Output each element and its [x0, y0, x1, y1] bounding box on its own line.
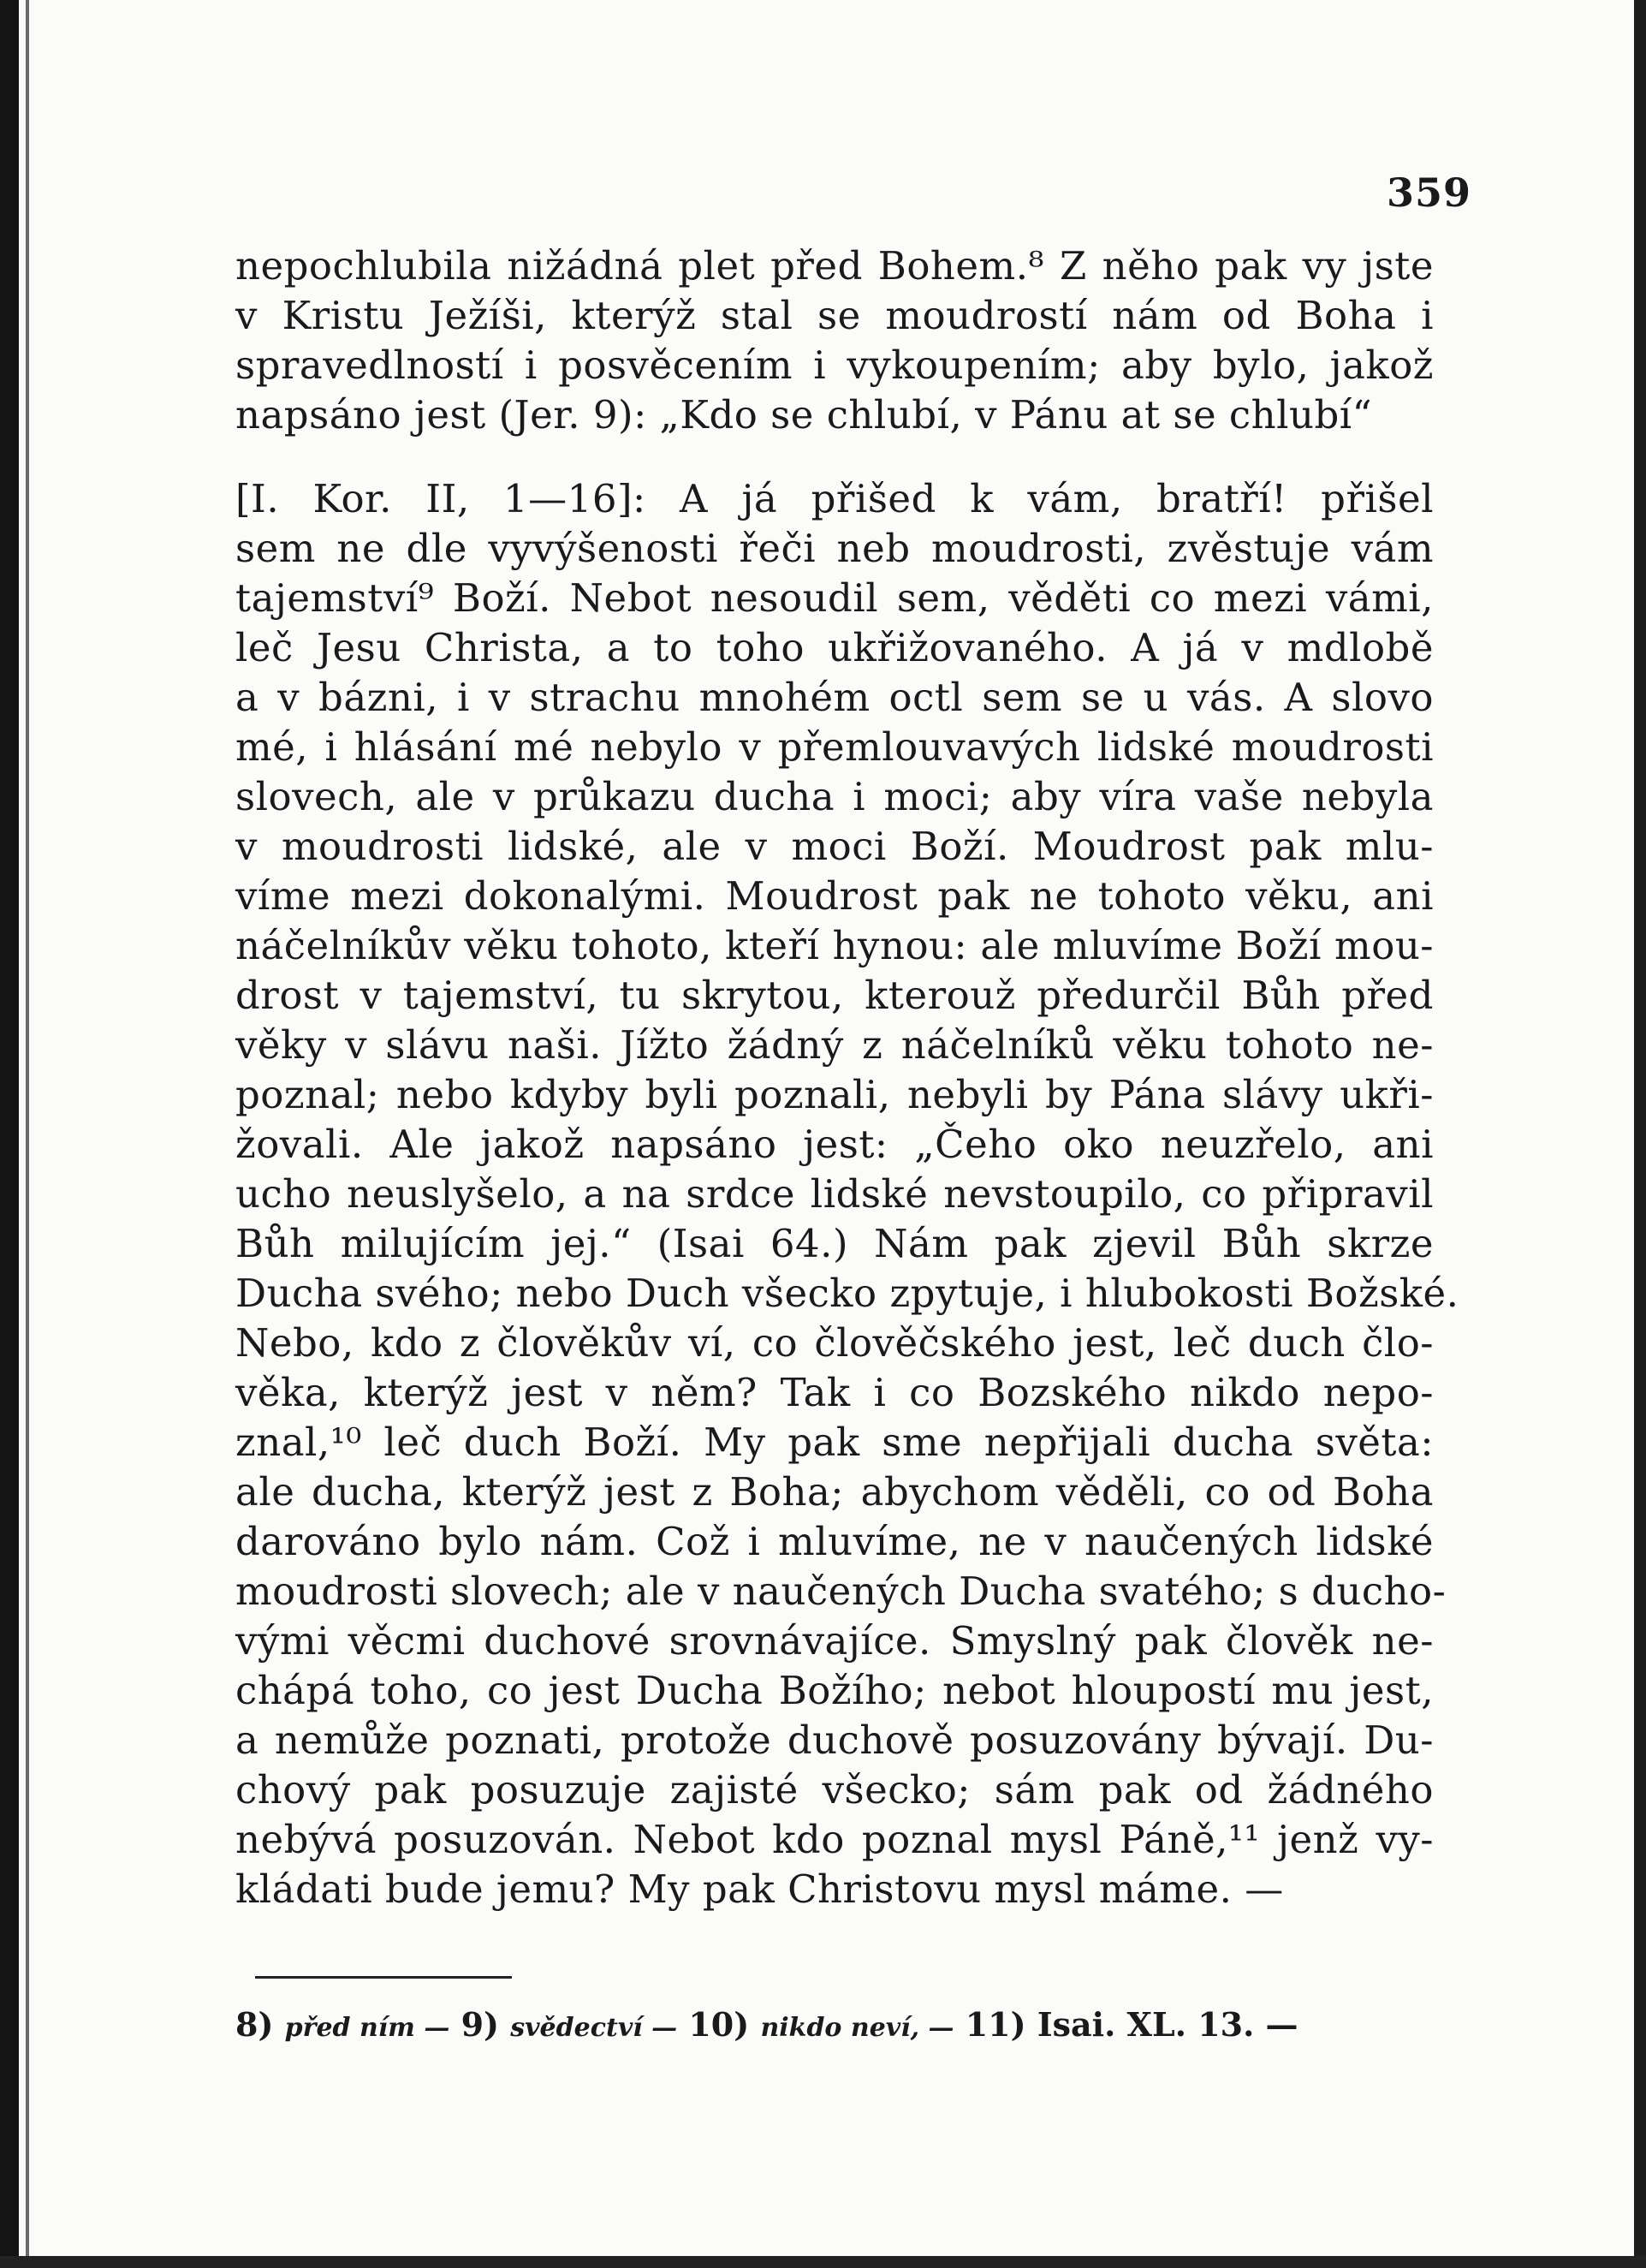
- text-line: vými věcmi duchové srovnávajíce. Smyslný pak člověk ne-: [235, 1618, 1434, 1664]
- text-line: [I. Kor. II, 1—16]: A já přišed k vám, bratří! přišel: [235, 476, 1434, 521]
- text-line: víme mezi dokonalými. Moudrost pak ne tohoto věku, ani: [235, 873, 1434, 919]
- text-line: nepochlubila nižádná plet před Bohem.⁸ Z něho pak vy jste: [235, 243, 1434, 289]
- scan-edge-bottom: [0, 2256, 1646, 2268]
- text-line: žovali. Ale jakož napsáno jest: „Čeho oko neuzřelo, ani: [235, 1122, 1434, 1167]
- text-line: a nemůže poznati, protože duchově posuzovány bývají. Du-: [235, 1717, 1434, 1763]
- text-line: chový pak posuzuje zajisté všecko; sám pak od žádného: [235, 1767, 1434, 1813]
- text-line: nebývá posuzován. Nebot kdo poznal mysl Páně,¹¹ jenž vy-: [235, 1817, 1434, 1862]
- text-line: věky v slávu naši. Jížto žádný z náčelníků věku tohoto ne-: [235, 1022, 1434, 1068]
- text-line: poznal; nebo kdyby byli poznali, nebyli by Pána slávy ukři-: [235, 1072, 1434, 1117]
- text-line: ucho neuslyšelo, a na srdce lidské nevstoupilo, co připravil: [235, 1171, 1434, 1217]
- text-line: náčelníkův věku tohoto, kteří hynou: ale mluvíme Boží mou-: [235, 923, 1434, 968]
- text-line: znal,¹⁰ leč duch Boží. My pak sme nepřijali ducha světa:: [235, 1420, 1434, 1465]
- footnote-text: nikdo neví, —: [760, 2013, 954, 2043]
- footnote-number: 11): [965, 2005, 1026, 2044]
- text-line: moudrosti slovech; ale v naučených Ducha svatého; s ducho-: [235, 1569, 1447, 1614]
- footnote-text: před ním —: [284, 2013, 450, 2043]
- text-line: napsáno jest (Jer. 9): „Kdo se chlubí, v Pánu at se chlubí“: [235, 392, 1373, 438]
- scan-edge-right: [1634, 0, 1646, 2268]
- footnote-text: Isai. XL. 13. —: [1037, 2005, 1298, 2044]
- text-line: Bůh milujícím jej.“ (Isai 64.) Nám pak zjevil Bůh skrze: [235, 1221, 1434, 1266]
- binding-shadow-left: [0, 0, 19, 2268]
- text-line: v moudrosti lidské, ale v moci Boží. Moudrost pak mlu-: [235, 824, 1434, 869]
- text-line: chápá toho, co jest Ducha Božího; nebot hloupostí mu jest,: [235, 1668, 1434, 1713]
- text-line: mé, i hlásání mé nebylo v přemlouvavých lidské moudrosti: [235, 724, 1434, 770]
- footnote-number: 8): [235, 2005, 274, 2044]
- text-line: tajemství⁹ Boží. Nebot nesoudil sem, věděti co mezi vámi,: [235, 575, 1434, 621]
- footnotes: [235, 1999, 1434, 2051]
- footnote-separator: [255, 1976, 512, 1979]
- text-line: slovech, ale v průkazu ducha i moci; aby víra vaše nebyla: [235, 774, 1434, 819]
- text-line: darováno bylo nám. Což i mluvíme, ne v naučených lidské: [235, 1519, 1434, 1564]
- text-line: sem ne dle vyvýšenosti řeči neb moudrosti, zvěstuje vám: [235, 526, 1434, 571]
- text-line: spravedlností i posvěcením i vykoupením; aby bylo, jakož: [235, 342, 1434, 388]
- page-number: 359: [1387, 170, 1472, 216]
- text-line: věka, kterýž jest v něm? Tak i co Bozského nikdo nepo-: [235, 1370, 1434, 1415]
- footnote-number: 10): [688, 2005, 750, 2044]
- text-line: ale ducha, kterýž jest z Boha; abychom věděli, co od Boha: [235, 1469, 1434, 1515]
- text-line: leč Jesu Christa, a to toho ukřižovaného. A já v mdlobě: [235, 625, 1434, 670]
- text-line: a v bázni, i v strachu mnohém octl sem se u vás. A slovo: [235, 675, 1434, 720]
- binding-edge-line: [26, 0, 29, 2268]
- text-line: v Kristu Ježíši, kterýž stal se moudrostí nám od Boha i: [235, 293, 1434, 338]
- text-line: drost v tajemství, tu skrytou, kterouž předurčil Bůh před: [235, 973, 1434, 1018]
- body-text: [235, 241, 1459, 1914]
- footnote-text: svědectví —: [510, 2013, 678, 2043]
- footnote-number: 9): [461, 2005, 499, 2044]
- text-line: Ducha svého; nebo Duch všecko zpytuje, i hlubokosti Božské.: [235, 1271, 1459, 1316]
- text-line: kládati bude jemu? My pak Christovu mysl máme. —: [235, 1866, 1284, 1912]
- text-line: Nebo, kdo z člověkův ví, co člověčského jest, leč duch člo-: [235, 1320, 1434, 1366]
